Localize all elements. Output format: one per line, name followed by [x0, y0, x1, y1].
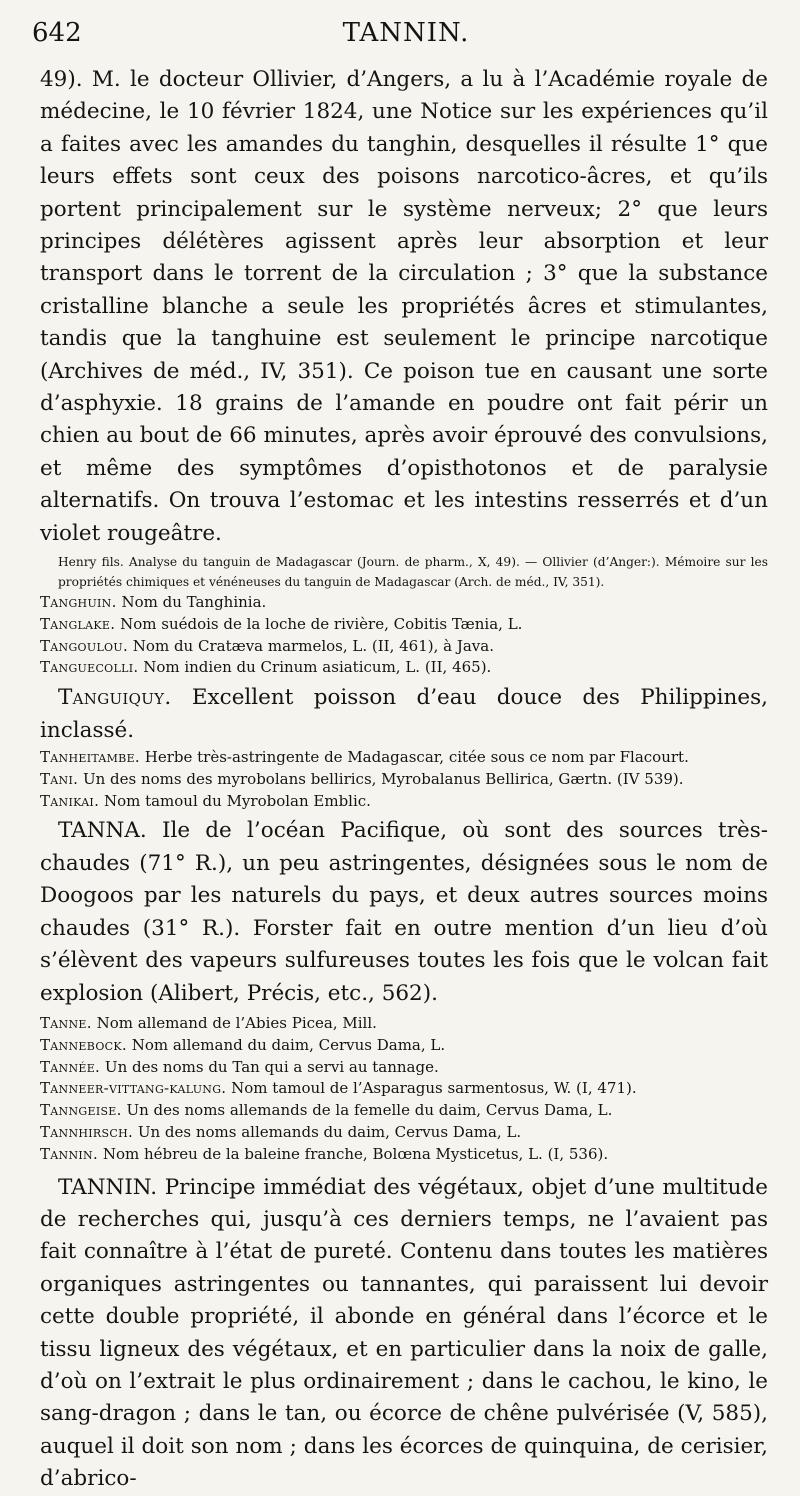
entry-tanngeise: [40, 1100, 768, 1122]
entry-term: Tanikai.: [40, 791, 100, 810]
entry-tannebock: [40, 1035, 768, 1057]
entry-tannee: [40, 1057, 768, 1079]
running-head: TANNIN.: [342, 18, 470, 48]
entry-tannin: [40, 1172, 768, 1496]
entry-tannin-hebrew: [40, 1144, 768, 1166]
entry-term: Tannée.: [40, 1057, 101, 1076]
entry-term: Tanngeise.: [40, 1101, 122, 1120]
entry-term: Tanglake.: [40, 614, 116, 633]
entry-text: Nom suédois de la loche de rivière, Cobitis Tænia, L.: [120, 614, 523, 633]
entry-text: Nom du Tanghinia.: [121, 593, 267, 612]
entries-group-1: [40, 592, 768, 679]
page-header: [32, 18, 780, 52]
entry-text: Un des noms allemands du daim, Cervus Dama, L.: [137, 1122, 522, 1141]
page-number: 642: [32, 18, 82, 48]
entry-term: Tannin.: [40, 1144, 99, 1163]
entry-text: Nom tamoul du Myrobolan Emblic.: [103, 791, 371, 810]
entry-text: Principe immédiat des végétaux, objet d’une multitude de recherches qui, jusqu’à ces derniers temps, ne l’avaient pas fait connaître à l’état de pureté. Contenu dans toutes les matières organiques astringentes ou tannantes, qui paraissent lui devoir cette double propriété, il abonde en général dans l’écorce et le tissu ligneux des végétaux, et en particulier dans la noix de galle, d’où on l’extrait le plus ordinairement ; dans le cachou, le kino, le sang-dragon ; dans le tan, ou écorce de chêne pulvérisée (V, 585), auquel il doit son nom ; dans les écorces de quinquina, de cerisier, d’abrico-: [40, 1174, 769, 1492]
entry-tanna: [40, 815, 768, 1009]
entry-term: Tannhirsch.: [40, 1122, 134, 1141]
entry-term: Tanheitambe.: [40, 748, 140, 767]
entry-tanguecolli: [40, 657, 768, 679]
entry-text: Ile de l’océan Pacifique, où sont des sources très-chaudes (71° R.), un peu astringentes, désignées sous le nom de Doogoos par les naturels du pays, et deux autres sources moins chaudes (31° R.). Forster fait en outre mention d’un lieu d’où s’élèvent des vapeurs sulfureuses toutes les fois que le volcan fait explosion (Alibert, Précis, etc., 562).: [40, 818, 768, 1006]
entry-tannhirsch: [40, 1122, 768, 1144]
entry-text: Excellent poisson d’eau douce des Philippines, inclassé.: [40, 685, 768, 743]
entry-text: Nom allemand de l’Abies Picea, Mill.: [96, 1013, 377, 1032]
entry-term: Tanneer-vittang-kalung.: [40, 1079, 227, 1098]
entry-tanguiquy: [40, 682, 768, 747]
entry-tanikai: [40, 791, 768, 813]
tanghin-references: Henry fils. Analyse du tanguin de Madagascar (Journ. de pharm., X, 49). — Ollivier (d’Anger:). Mémoire sur les propriétés chimiques et vénéneuses du tanguin de Madagascar (Arch. de méd., IV, 351).: [58, 555, 768, 589]
entry-text: Un des noms des myrobolans bellirics, Myrobalanus Bellirica, Gærtn. (IV 539).: [82, 769, 684, 788]
entry-tani: [40, 769, 768, 791]
entry-tanne: [40, 1013, 768, 1035]
entry-term: Tanguecolli.: [40, 658, 139, 677]
entry-text: Nom du Cratæva marmelos, L. (II, 461), à Java.: [132, 636, 494, 655]
tanghin-paragraph: 49). M. le docteur Ollivier, d’Angers, a lu à l’Académie royale de médecine, le 10 février 1824, une Notice sur les expériences qu’il a faites avec les amandes du tanghin, desquelles il résulte 1° que leurs effets sont ceux des poisons narcotico-âcres, et qu’ils portent principalement sur le système nerveux; 2° que leurs principes délétères agissent après leur absorption et leur transport dans le torrent de la circulation ; 3° que la substance cristalline blanche a seule les propriétés âcres et stimulantes, tandis que la tanghuine est seulement le principe narcotique (Archives de méd., IV, 351). Ce poison tue en causant une sorte d’asphyxie. 18 grains de l’amande en poudre ont fait périr un chien au bout de 66 minutes, après avoir éprouvé des convulsions, et même des symptômes d’opisthotonos et de paralysie alternatifs. On trouva l’estomac et les intestins resserrés et d’un violet rougeâtre.: [40, 67, 768, 546]
entry-text: Herbe très-astringente de Madagascar, citée sous ce nom par Flacourt.: [144, 748, 689, 767]
entry-text: Nom indien du Crinum asiaticum, L. (II, 465).: [143, 658, 492, 677]
entry-tanglake: [40, 614, 768, 636]
entry-term: Tangoulou.: [40, 636, 129, 655]
entry-term: Tannebock.: [40, 1035, 127, 1054]
page-body: [40, 64, 768, 1496]
entry-term: Tani.: [40, 769, 79, 788]
entry-text: Un des noms allemands de la femelle du daim, Cervus Dama, L.: [126, 1101, 613, 1120]
entry-term: Tanghuin.: [40, 593, 117, 612]
entry-text: Nom hébreu de la baleine franche, Bolœna Mysticetus, L. (I, 536).: [102, 1144, 609, 1163]
entry-term: Tanne.: [40, 1013, 92, 1032]
entry-text: Un des noms du Tan qui a servi au tannage.: [104, 1057, 439, 1076]
entries-group-3: [40, 1013, 768, 1166]
entry-term: Tanguiquy.: [58, 685, 172, 711]
entry-tangoulou: [40, 636, 768, 658]
entry-term: TANNIN.: [58, 1174, 158, 1200]
entry-term: TANNA.: [58, 818, 147, 844]
entry-text: Nom tamoul de l’Asparagus sarmentosus, W. (I, 471).: [231, 1079, 637, 1098]
entry-tanheitambe: [40, 747, 768, 769]
entries-group-2: [40, 747, 768, 812]
entry-text: Nom allemand du daim, Cervus Dama, L.: [131, 1035, 446, 1054]
entry-tanghuin: [40, 592, 768, 614]
entry-tanneer-vittang-kalung: [40, 1078, 768, 1100]
